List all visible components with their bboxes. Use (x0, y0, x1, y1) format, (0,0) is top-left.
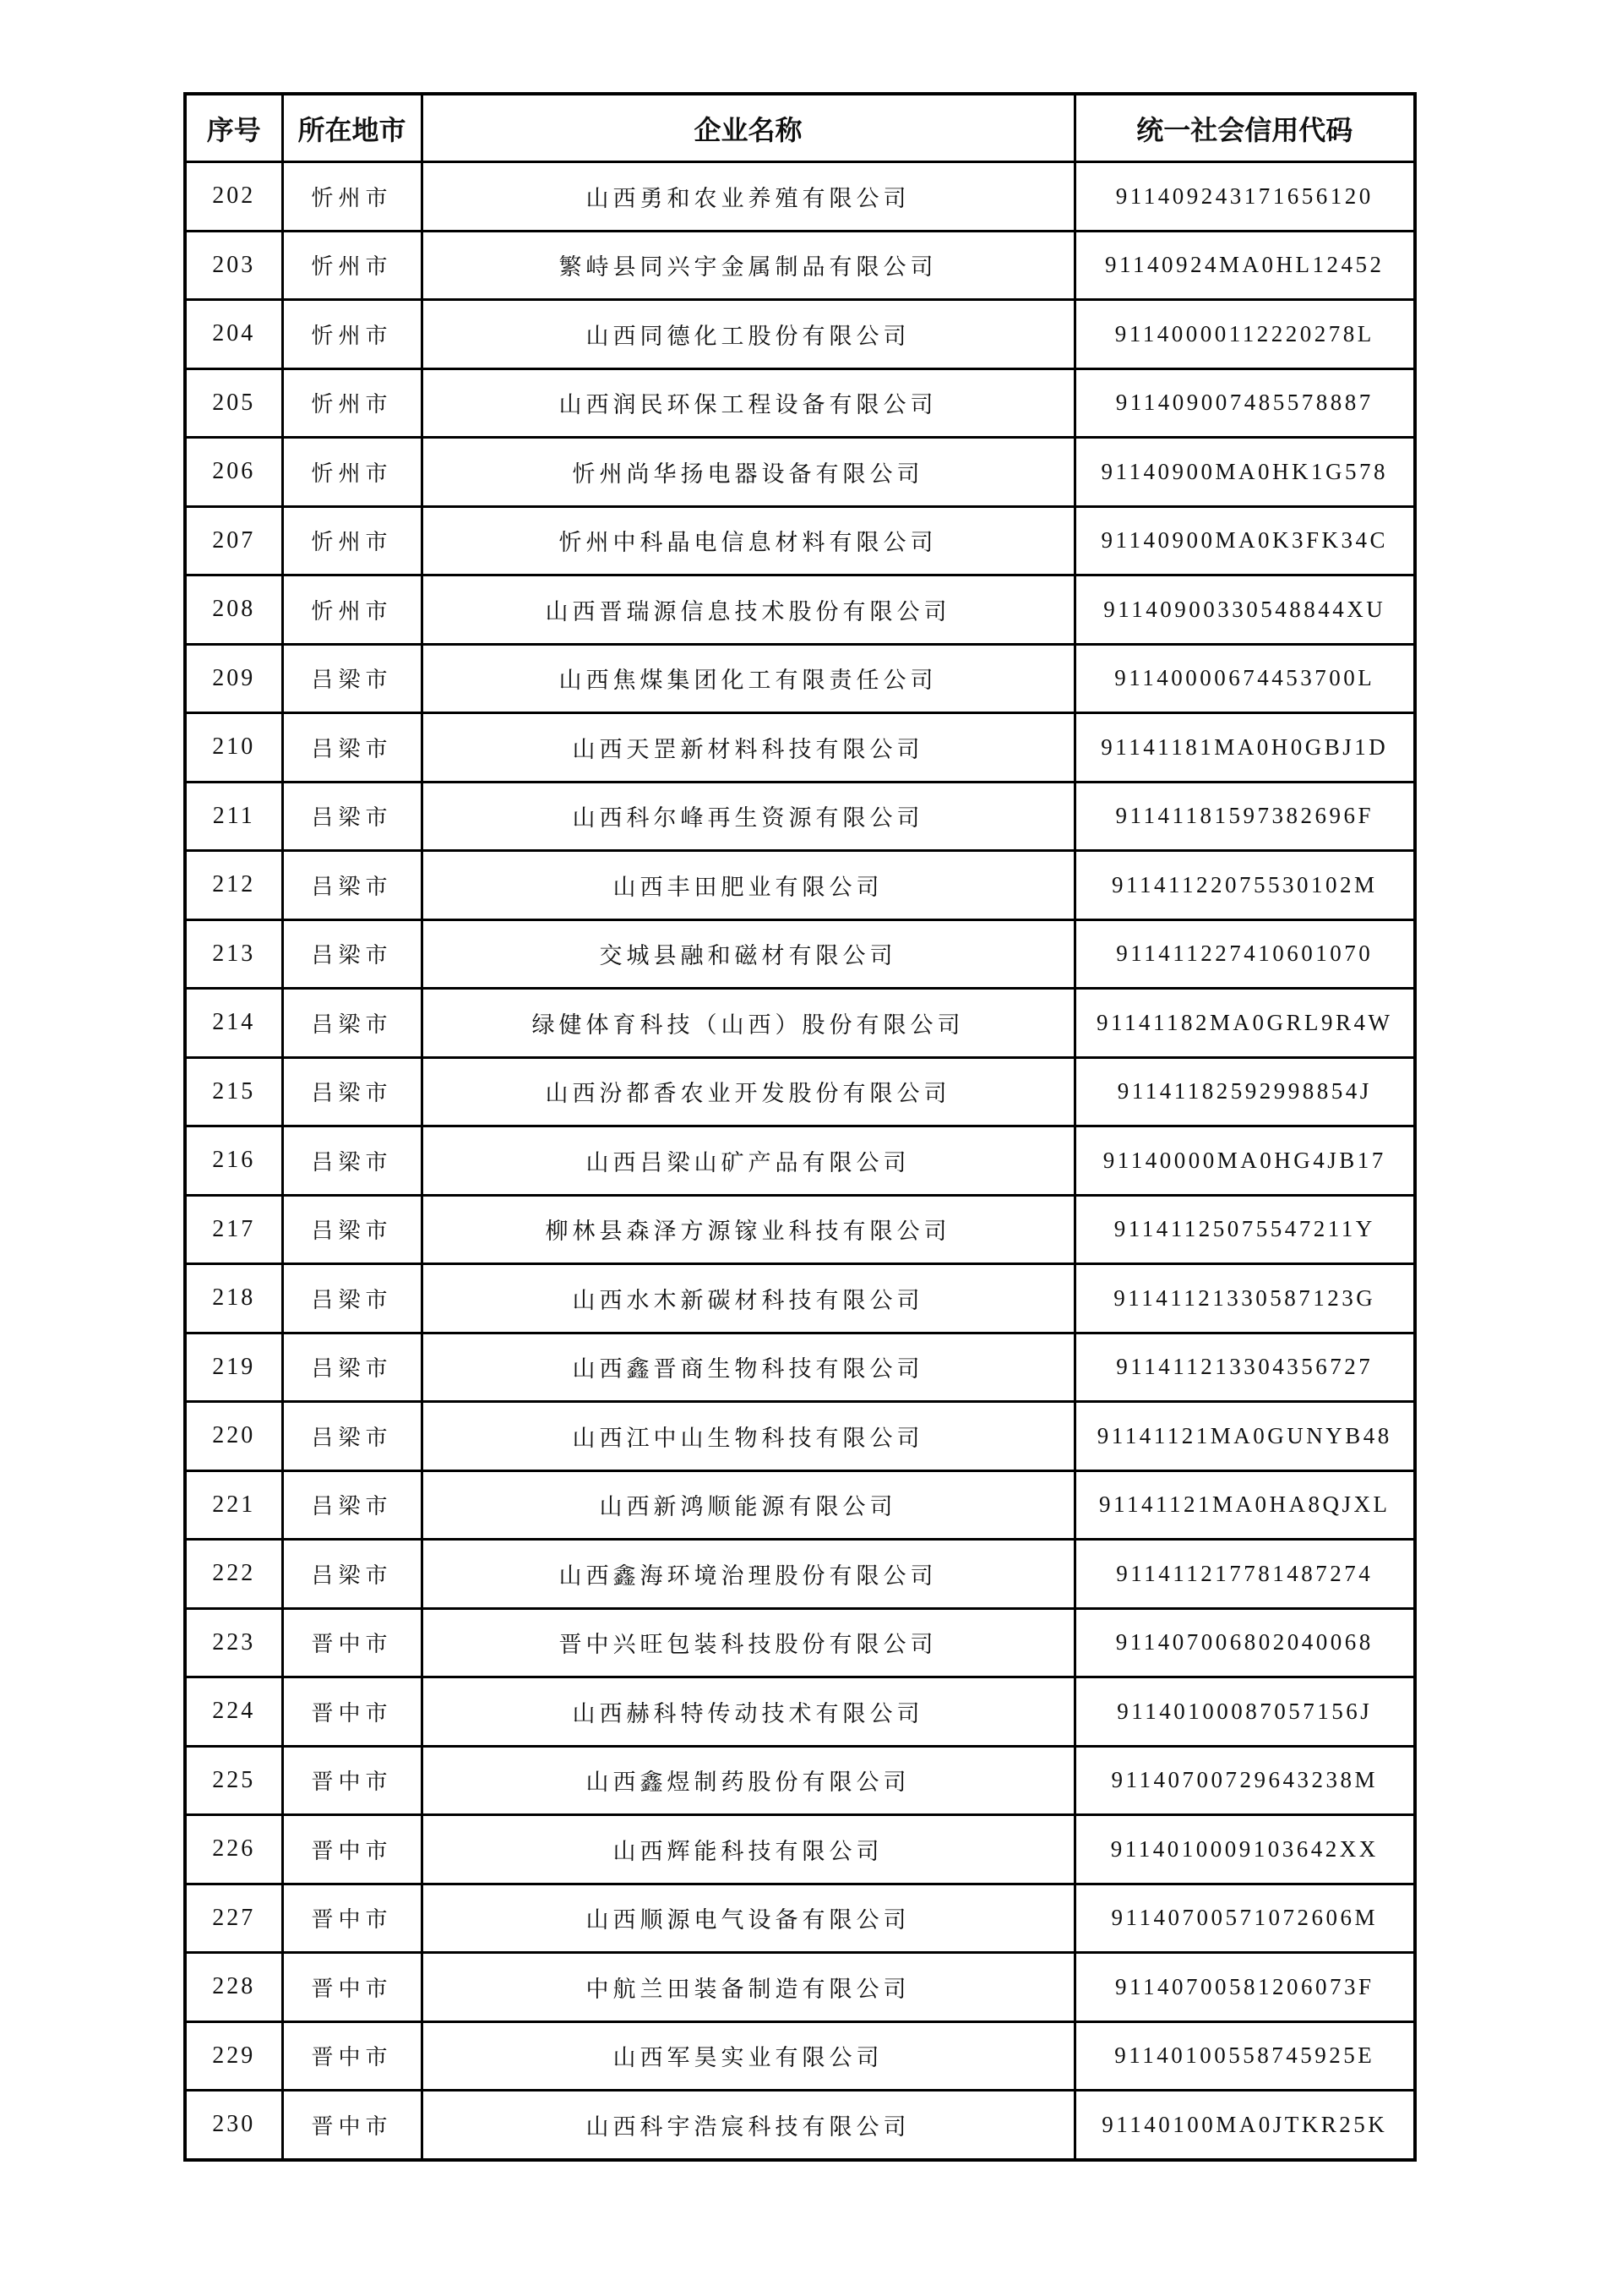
cell-seq: 227 (185, 1884, 282, 1953)
table-row (185, 713, 1415, 783)
header-seq: 序号 (185, 94, 282, 162)
header-name: 企业名称 (422, 94, 1075, 162)
cell-company-name: 山西同德化工股份有限公司 (422, 300, 1075, 369)
cell-credit-code: 911407006802040068 (1075, 1608, 1415, 1677)
table-row (185, 1540, 1415, 1609)
cell-city: 晋中市 (282, 1746, 422, 1815)
cell-city: 吕梁市 (282, 1057, 422, 1126)
cell-company-name: 山西润民环保工程设备有限公司 (422, 368, 1075, 438)
cell-seq: 219 (185, 1333, 282, 1402)
cell-credit-code: 91141122075530102M (1075, 851, 1415, 920)
cell-credit-code: 91140000112220278L (1075, 300, 1415, 369)
cell-city: 吕梁市 (282, 644, 422, 713)
cell-seq: 220 (185, 1402, 282, 1471)
table-row (185, 1746, 1415, 1815)
cell-seq: 208 (185, 575, 282, 645)
cell-company-name: 绿健体育科技（山西）股份有限公司 (422, 989, 1075, 1058)
cell-city: 吕梁市 (282, 919, 422, 989)
cell-seq: 225 (185, 1746, 282, 1815)
table-row (185, 1402, 1415, 1471)
cell-company-name: 山西辉能科技有限公司 (422, 1815, 1075, 1884)
cell-credit-code: 91141181MA0H0GBJ1D (1075, 713, 1415, 783)
cell-company-name: 山西科尔峰再生资源有限公司 (422, 782, 1075, 851)
cell-credit-code: 91140900MA0K3FK34C (1075, 506, 1415, 575)
cell-credit-code: 911409243171656120 (1075, 162, 1415, 232)
table-row (185, 644, 1415, 713)
table-row (185, 1884, 1415, 1953)
cell-seq: 224 (185, 1677, 282, 1747)
cell-seq: 205 (185, 368, 282, 438)
cell-seq: 223 (185, 1608, 282, 1677)
cell-credit-code: 91141121330587123G (1075, 1264, 1415, 1333)
cell-seq: 211 (185, 782, 282, 851)
cell-company-name: 山西勇和农业养殖有限公司 (422, 162, 1075, 232)
cell-company-name: 中航兰田装备制造有限公司 (422, 1953, 1075, 2022)
cell-company-name: 山西顺源电气设备有限公司 (422, 1884, 1075, 1953)
cell-credit-code: 911409007485578887 (1075, 368, 1415, 438)
cell-company-name: 山西鑫晋商生物科技有限公司 (422, 1333, 1075, 1402)
cell-seq: 212 (185, 851, 282, 920)
table-row (185, 1677, 1415, 1747)
table-row (185, 506, 1415, 575)
cell-credit-code: 91140924MA0HL12452 (1075, 231, 1415, 300)
cell-credit-code: 91141182MA0GRL9R4W (1075, 989, 1415, 1058)
cell-company-name: 繁峙县同兴宇金属制品有限公司 (422, 231, 1075, 300)
cell-company-name: 交城县融和磁材有限公司 (422, 919, 1075, 989)
table-row (185, 368, 1415, 438)
cell-credit-code: 91141181597382696F (1075, 782, 1415, 851)
cell-company-name: 山西军昊实业有限公司 (422, 2021, 1075, 2091)
cell-city: 吕梁市 (282, 782, 422, 851)
cell-company-name: 山西晋瑞源信息技术股份有限公司 (422, 575, 1075, 645)
cell-credit-code: 91140700581206073F (1075, 1953, 1415, 2022)
cell-company-name: 忻州中科晶电信息材料有限公司 (422, 506, 1075, 575)
header-city: 所在地市 (282, 94, 422, 162)
cell-seq: 213 (185, 919, 282, 989)
cell-seq: 218 (185, 1264, 282, 1333)
cell-seq: 214 (185, 989, 282, 1058)
cell-city: 忻州市 (282, 300, 422, 369)
cell-credit-code: 91140100558745925E (1075, 2021, 1415, 2091)
table-body (185, 162, 1415, 2160)
table-row (185, 2021, 1415, 2091)
table-row (185, 231, 1415, 300)
table-row (185, 1333, 1415, 1402)
cell-credit-code: 911411217781487274 (1075, 1540, 1415, 1609)
cell-city: 吕梁市 (282, 1126, 422, 1196)
table-row (185, 782, 1415, 851)
table-row (185, 1608, 1415, 1677)
table-row (185, 300, 1415, 369)
table-row (185, 162, 1415, 232)
cell-city: 忻州市 (282, 231, 422, 300)
table-row (185, 851, 1415, 920)
cell-company-name: 山西鑫煜制药股份有限公司 (422, 1746, 1075, 1815)
cell-city: 吕梁市 (282, 851, 422, 920)
cell-company-name: 山西水木新碳材科技有限公司 (422, 1264, 1075, 1333)
cell-company-name: 山西天罡新材料科技有限公司 (422, 713, 1075, 783)
cell-credit-code: 9114010009103642XX (1075, 1815, 1415, 1884)
cell-seq: 222 (185, 1540, 282, 1609)
cell-city: 吕梁市 (282, 989, 422, 1058)
table-row (185, 989, 1415, 1058)
table-row (185, 438, 1415, 507)
cell-credit-code: 91140000MA0HG4JB17 (1075, 1126, 1415, 1196)
table-row (185, 2091, 1415, 2160)
cell-seq: 206 (185, 438, 282, 507)
cell-seq: 207 (185, 506, 282, 575)
table-row (185, 1195, 1415, 1264)
cell-company-name: 山西鑫海环境治理股份有限公司 (422, 1540, 1075, 1609)
cell-credit-code: 91141125075547211Y (1075, 1195, 1415, 1264)
table-row (185, 1126, 1415, 1196)
cell-city: 吕梁市 (282, 1470, 422, 1540)
cell-seq: 210 (185, 713, 282, 783)
table-row (185, 1057, 1415, 1126)
cell-company-name: 山西科宇浩宸科技有限公司 (422, 2091, 1075, 2160)
cell-seq: 202 (185, 162, 282, 232)
cell-city: 忻州市 (282, 575, 422, 645)
cell-credit-code: 91140700571072606M (1075, 1884, 1415, 1953)
cell-city: 忻州市 (282, 368, 422, 438)
cell-seq: 209 (185, 644, 282, 713)
cell-credit-code: 91140000674453700L (1075, 644, 1415, 713)
cell-seq: 229 (185, 2021, 282, 2091)
cell-city: 晋中市 (282, 1884, 422, 1953)
cell-city: 吕梁市 (282, 1333, 422, 1402)
cell-city: 忻州市 (282, 438, 422, 507)
cell-seq: 215 (185, 1057, 282, 1126)
cell-credit-code: 91140100MA0JTKR25K (1075, 2091, 1415, 2160)
cell-city: 晋中市 (282, 1608, 422, 1677)
cell-company-name: 山西焦煤集团化工有限责任公司 (422, 644, 1075, 713)
cell-credit-code: 91140900MA0HK1G578 (1075, 438, 1415, 507)
cell-credit-code: 911411227410601070 (1075, 919, 1415, 989)
cell-credit-code: 91140700729643238M (1075, 1746, 1415, 1815)
cell-city: 晋中市 (282, 1953, 422, 2022)
cell-credit-code: 911411213304356727 (1075, 1333, 1415, 1402)
cell-city: 晋中市 (282, 2091, 422, 2160)
cell-city: 晋中市 (282, 1815, 422, 1884)
cell-credit-code: 91140100087057156J (1075, 1677, 1415, 1747)
cell-seq: 216 (185, 1126, 282, 1196)
cell-credit-code: 91140900330548844XU (1075, 575, 1415, 645)
cell-company-name: 山西汾都香农业开发股份有限公司 (422, 1057, 1075, 1126)
cell-city: 吕梁市 (282, 1540, 422, 1609)
cell-seq: 203 (185, 231, 282, 300)
cell-company-name: 山西新鸿顺能源有限公司 (422, 1470, 1075, 1540)
cell-city: 吕梁市 (282, 1402, 422, 1471)
table-row (185, 919, 1415, 989)
cell-city: 吕梁市 (282, 713, 422, 783)
cell-company-name: 山西吕梁山矿产品有限公司 (422, 1126, 1075, 1196)
cell-city: 晋中市 (282, 1677, 422, 1747)
cell-credit-code: 91141182592998854J (1075, 1057, 1415, 1126)
header-code: 统一社会信用代码 (1075, 94, 1415, 162)
cell-company-name: 山西丰田肥业有限公司 (422, 851, 1075, 920)
table-row (185, 1470, 1415, 1540)
cell-seq: 221 (185, 1470, 282, 1540)
cell-seq: 230 (185, 2091, 282, 2160)
cell-seq: 204 (185, 300, 282, 369)
table-header-row (185, 94, 1415, 162)
cell-company-name: 晋中兴旺包装科技股份有限公司 (422, 1608, 1075, 1677)
cell-seq: 228 (185, 1953, 282, 2022)
cell-city: 吕梁市 (282, 1264, 422, 1333)
cell-city: 晋中市 (282, 2021, 422, 2091)
cell-credit-code: 91141121MA0HA8QJXL (1075, 1470, 1415, 1540)
cell-seq: 226 (185, 1815, 282, 1884)
table-row (185, 575, 1415, 645)
cell-credit-code: 91141121MA0GUNYB48 (1075, 1402, 1415, 1471)
enterprise-list-table (183, 92, 1417, 2162)
cell-city: 忻州市 (282, 506, 422, 575)
cell-company-name: 柳林县森泽方源镓业科技有限公司 (422, 1195, 1075, 1264)
cell-city: 忻州市 (282, 162, 422, 232)
cell-company-name: 山西赫科特传动技术有限公司 (422, 1677, 1075, 1747)
cell-company-name: 忻州尚华扬电器设备有限公司 (422, 438, 1075, 507)
table-row (185, 1815, 1415, 1884)
table-row (185, 1264, 1415, 1333)
table-row (185, 1953, 1415, 2022)
cell-seq: 217 (185, 1195, 282, 1264)
cell-city: 吕梁市 (282, 1195, 422, 1264)
cell-company-name: 山西江中山生物科技有限公司 (422, 1402, 1075, 1471)
